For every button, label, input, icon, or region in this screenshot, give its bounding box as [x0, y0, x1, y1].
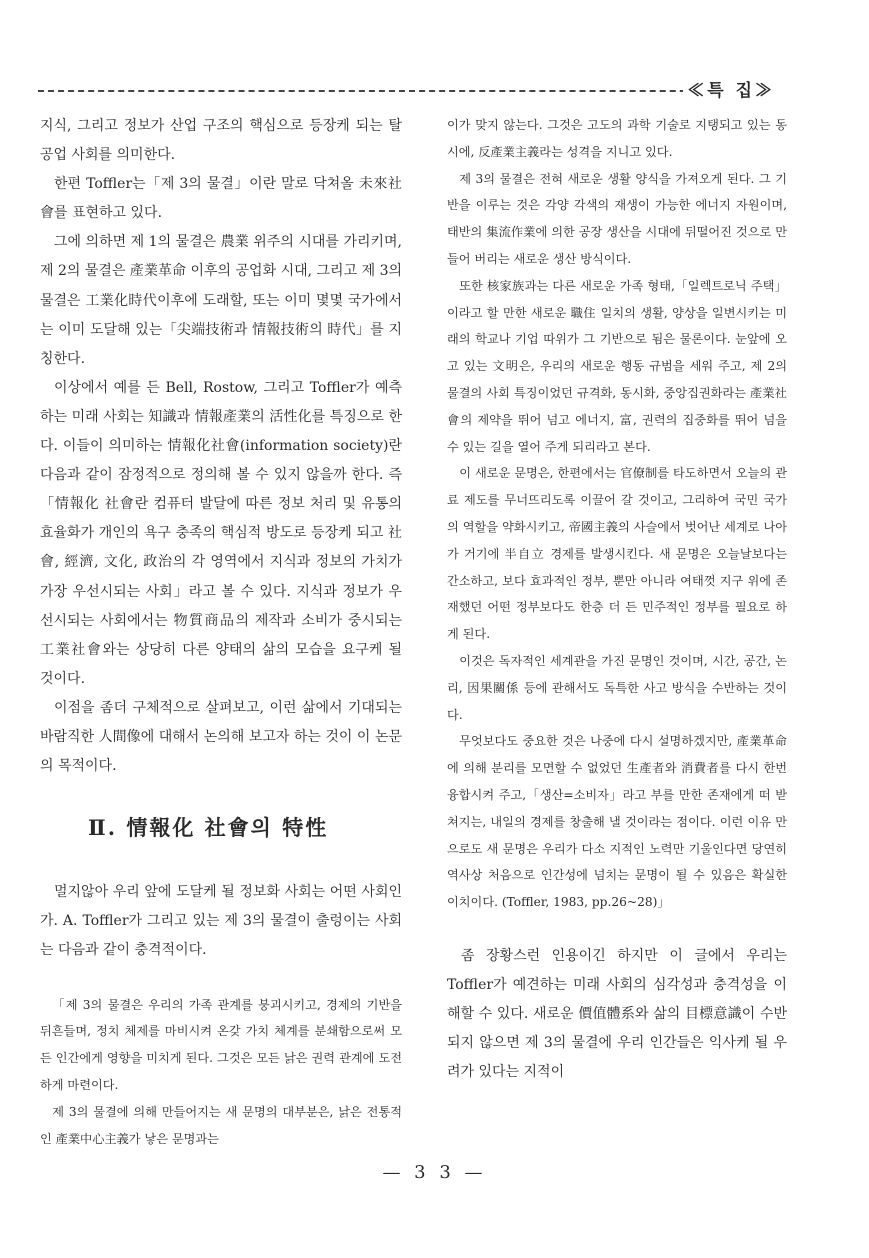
section-tag: ≪특 집≫	[683, 76, 775, 101]
quote-paragraph: 이것은 독자적인 세계관을 가진 문명인 것이며, 시간, 공간, 논리, 因果關係 등에 관해서도 독특한 사고 방식을 수반하는 것이다.	[447, 653, 787, 722]
quote-paragraph: 또한 核家族과는 다른 새로운 가족 형태,「일렉트로닉 주택」이라고 할 만한 새로운 職住 일치의 생활, 양상을 일변시키는 미래의 학교나 기업 따위가 그 기반으로 됨은 물론이다. 눈앞에 오고 있는 文明은, 우리의 새로운 행동 규범을 세워 주고, 제 2의 물결의 사회 특징이었던 규격화, 동시화, 중앙집권화라는 產業社會의 제약을 뛰어 넘고 에너지, 富, 권력의 집중화를 뛰어 넘을 수 있는 길을 열어 주게 되리라고 본다.	[447, 278, 787, 454]
quote-paragraph: 제 3의 물결은 전혀 새로운 생활 양식을 가져오게 된다. 그 기반을 이루는 것은 각양 각색의 재생이 가능한 에너지 자원이며, 태반의 集流作業에 의한 공장 생산을 시대에 뒤떨어진 것으로 만들어 버리는 새로운 생산 방식이다.	[447, 171, 787, 266]
paragraph: 지식, 그리고 정보가 산업 구조의 핵심으로 등장케 되는 탈공업 사회를 의미한다.	[40, 118, 402, 164]
quote-block	[447, 112, 787, 916]
quote-paragraph: 무엇보다도 중요한 것은 나중에 다시 설명하겠지만, 產業革命에 의해 분리를 모면할 수 없었던 生產者와 消費者를 다시 한번 융합시켜 주고,「생산=소비자」라고 부를 만한 존재에게 떠 받쳐지는, 내일의 경제를 창출해 낼 것이라는 점이다. 이런 이유 만으로도 새 문명은 우리가 다소 지적인 노력만 기울인다면 당연히 역사상 처음으로 인간성에 넘치는 문명이 될 수 있음은 확실한 이치이다. (Toffler, 1983, pp.26~28)」	[447, 734, 787, 910]
right-column	[447, 112, 787, 1087]
paragraph: 이점을 좀더 구체적으로 살펴보고, 이런 삶에서 기대되는 바람직한 人間像에 대해서 논의해 보고자 하는 것이 이 논문의 목적이다.	[40, 699, 402, 775]
paragraph: 이상에서 예를 든 Bell, Rostow, 그리고 Toffler가 예측하는 미래 사회는 知識과 情報產業의 活性化를 특징으로 한다. 이들이 의미하는 情報化社會(information society)란 다음과 같이 잠정적으로 정의해 볼 수 있지 않을까 한다. 즉「情報化 社會란 컴퓨터 발달에 따른 정보 처리 및 유통의 효율화가 개인의 욕구 충족의 핵심적 방도로 등장케 되고 社會, 經濟, 文化, 政治의 각 영역에서 지식과 정보의 가치가 가장 우선시되는 사회」라고 볼 수 있다. 지식과 정보가 우선시되는 사회에서는 物質商品의 제작과 소비가 중시되는 工業社會와는 상당히 다른 양태의 삶의 모습을 요구케 될 것이다.	[40, 379, 402, 687]
paragraph: 멀지않아 우리 앞에 도달케 될 정보화 사회는 어떤 사회인가. A. Toffler가 그리고 있는 제 3의 물결이 출렁이는 사회는 다음과 같이 충격적이다.	[40, 884, 402, 959]
paragraph: 그에 의하면 제 1의 물결은 農業 위주의 시대를 가리키며, 제 2의 물결은 產業革命 이후의 공업화 시대, 그리고 제 3의 물결은 工業化時代이후에 도래할, 또는 이미 몇몇 국가에서는 이미 도달해 있는「尖端技術과 情報技術의 時代」를 지칭한다.	[40, 234, 402, 367]
quote-paragraph: 「제 3의 물결은 우리의 가족 관계를 붕괴시키고, 경제의 기반을 뒤흔들며, 정치 체제를 마비시켜 온갖 가치 체계를 분쇄함으로써 모든 인간에게 영향을 미치게 된다. 그것은 모든 낡은 권력 관계에 도전하게 마련이다.	[40, 997, 402, 1092]
quote-paragraph: 이가 맞지 않는다. 그것은 고도의 과학 기술로 지탱되고 있는 동시에, 反產業主義라는 성격을 지니고 있다.	[447, 118, 787, 159]
quote-paragraph: 이 새로운 문명은, 한편에서는 官僚制를 타도하면서 오늘의 관료 제도를 무너뜨리도록 이끌어 갈 것이고, 그리하여 국민 국가의 역할을 약화시키고, 帝國主義의 사슬에서 벗어난 세계로 나아가 거기에 半自立 경제를 발생시킨다. 새 문명은 오늘날보다는 간소하고, 보다 효과적인 정부, 뿐만 아니라 여태껏 지구 위에 존재했던 어떤 정부보다도 한층 더 든 민주적인 정부를 필요로 하게 된다.	[447, 466, 787, 642]
section-heading: Ⅱ. 情報化 社會의 特性	[88, 815, 329, 841]
page-number: — 3 3 —	[382, 1162, 487, 1183]
quote-paragraph: 제 3의 물결에 의해 만들어지는 새 문명의 대부분은, 낡은 전통적인 產業中心主義가 낳은 문명과는	[40, 1104, 402, 1146]
paragraph: 한편 Toffler는「제 3의 물결」이란 말로 닥쳐올 未來社會를 표현하고 있다.	[40, 176, 402, 222]
quote-block	[40, 992, 402, 1153]
paragraph: 좀 장황스런 인용이긴 하지만 이 글에서 우리는 Toffler가 예견하는 미래 사회의 심각성과 충격성을 이해할 수 있다. 새로운 價值體系와 삶의 目標意識이 수반되지 않으면 제 3의 물결에 우리 인간들은 익사케 될 우려가 있다는 지적이	[447, 947, 787, 1081]
header-rule	[38, 90, 766, 92]
left-column	[40, 112, 402, 1152]
